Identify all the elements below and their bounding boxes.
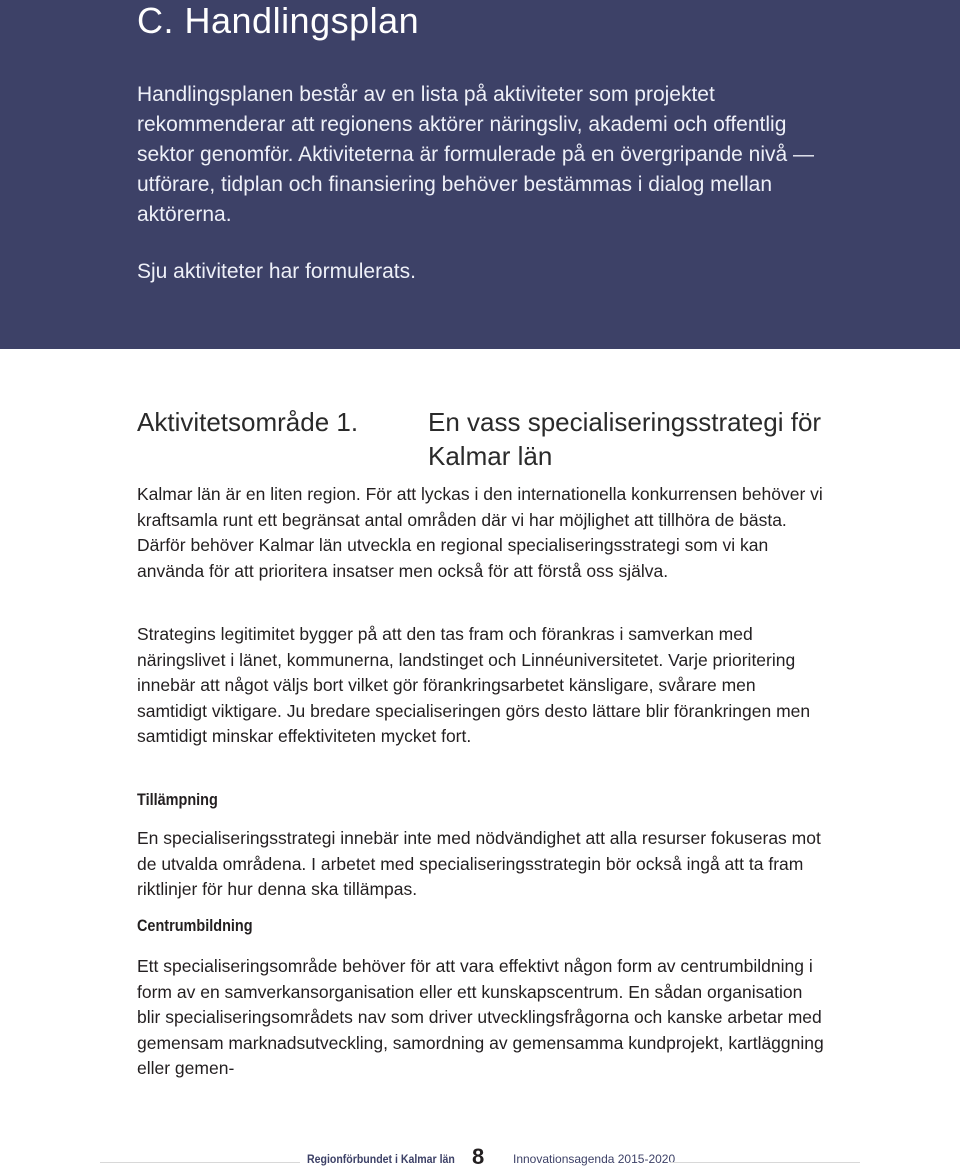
body-paragraph: Ett specialiseringsområde behöver för att vara effektivt någon form av centrumbildning i form av en samverkansorganisation eller ett kunskapscentrum. En sådan organisation blir specialiseringsområdets nav som driver utvecklingsfrågorna och kanske arbetar med gemensam marknadsutveckling, samordning av gemensamma kundprojekt, kartläggning eller gemen- — [137, 956, 824, 1078]
page-number: 8 — [472, 1144, 485, 1169]
activity-count-text: Sju aktiviteter har formulerats. — [137, 260, 416, 283]
body-paragraph: En specialiseringsstrategi innebär inte med nödvändighet att alla resurser fokuseras mot de utvalda områdena. I arbetet med specialiseringsstrategin bör också ingå att ta fram riktlinjer för hur denna ska tillämpas. — [137, 828, 821, 899]
footer-rule — [100, 1162, 300, 1163]
activity-area-title: En vass specialiseringsstrategi för Kalmar län — [428, 407, 822, 471]
footer-publication: Innovationsagenda 2015-2020 — [513, 1152, 676, 1166]
subheading-centrumbildning: Centrumbildning — [137, 916, 253, 935]
subheading-tillampning: Tillämpning — [137, 790, 218, 809]
footer-rule — [670, 1162, 860, 1163]
activity-area-number: Aktivitetsområde 1. — [137, 407, 359, 437]
body-paragraph: Kalmar län är en liten region. För att lyckas i den internationella konkurrensen behöver vi kraftsamla runt ett begränsat antal områden där vi har möjlighet att tillhöra de bästa. Därför behöver Kalmar län utveckla en regional specialiseringsstrategi som vi kan använda för att prioritera insatser men också för att förstå oss själva. — [137, 484, 823, 581]
footer-organization: Regionförbundet i Kalmar län — [307, 1152, 455, 1166]
intro-paragraph: Handlingsplanen består av en lista på aktiviteter som projektet rekommenderar att regionens aktörer näringsliv, akademi och offentlig sektor genomför. Aktiviteterna är formulerade på en övergripande nivå — utförare, tidplan och finansiering behöver bestämmas i dialog mellan aktörerna. — [137, 83, 815, 226]
body-paragraph: Strategins legitimitet bygger på att den tas fram och förankras i samverkan med näringslivet i länet, kommunerna, landstinget och Linnéuniversitetet. Varje prioritering innebär att något väljs bort vilket gör förankringsarbetet känsligare, svårare men samtidigt viktigare. Ju bredare specialiseringen görs desto lättare blir förankringen men samtidigt minskar effektiviteten mycket fort. — [137, 624, 811, 746]
page-footer — [0, 1144, 960, 1171]
section-banner — [0, 0, 960, 349]
activity-area-heading — [137, 405, 857, 475]
section-heading: C. Handlingsplan — [137, 0, 420, 41]
